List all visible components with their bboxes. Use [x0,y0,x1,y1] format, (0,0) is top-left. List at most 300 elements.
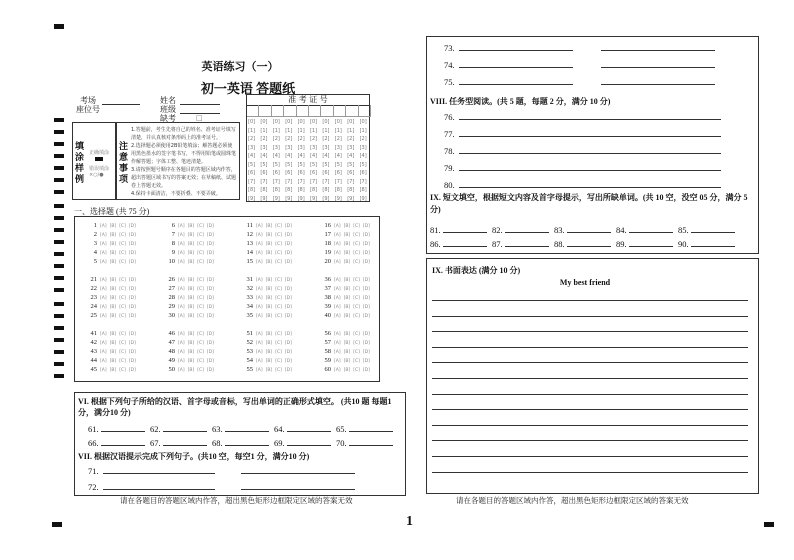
answer-bubble[interactable]: [D] [206,251,214,256]
answer-bubble[interactable]: [A] [256,368,263,373]
answer-bubble[interactable]: [B] [343,260,351,265]
answer-bubble[interactable]: [A] [178,332,185,337]
exam-id-bubble[interactable]: [6] [260,170,268,176]
answer-bubble[interactable]: [A] [334,305,341,310]
answer-bubble[interactable]: [B] [187,287,195,292]
answer-bubble[interactable]: [C] [353,305,360,310]
exam-id-write-cell[interactable] [346,105,358,117]
answer-bubble[interactable]: [A] [100,242,107,247]
answer-line-b[interactable] [241,465,355,474]
answer-bubble[interactable]: [B] [343,332,351,337]
answer-bubble[interactable]: [B] [343,359,351,364]
answer-bubble[interactable]: [D] [284,242,292,247]
answer-bubble[interactable]: [D] [284,314,292,319]
exam-id-bubble[interactable]: [3] [297,144,305,151]
answer-bubble[interactable]: [A] [256,296,263,301]
exam-id-bubble[interactable]: [1] [285,127,293,134]
answer-line[interactable] [349,437,393,446]
answer-bubble[interactable]: [C] [275,260,282,265]
answer-bubble[interactable]: [D] [362,332,370,337]
essay-writing-line[interactable] [432,394,748,395]
exam-id-bubble[interactable]: [0] [322,119,330,125]
answer-bubble[interactable]: [D] [128,287,136,292]
answer-bubble[interactable]: [A] [100,359,107,364]
answer-bubble[interactable]: [A] [178,233,185,238]
answer-line[interactable] [101,437,145,446]
answer-bubble[interactable]: [C] [197,314,204,319]
answer-line[interactable] [567,238,611,247]
exam-id-write-cell[interactable] [284,105,296,117]
answer-bubble[interactable]: [C] [197,242,204,247]
answer-bubble[interactable]: [D] [284,224,292,229]
answer-bubble[interactable]: [C] [275,251,282,256]
answer-bubble[interactable]: [D] [362,368,370,373]
answer-line-b[interactable] [601,42,715,51]
exam-id-bubble[interactable]: [0] [310,119,318,125]
exam-id-bubble[interactable]: [2] [322,136,330,142]
answer-bubble[interactable]: [A] [178,224,185,229]
exam-id-bubble[interactable]: [8] [310,187,318,193]
answer-bubble[interactable]: [A] [256,359,263,364]
exam-id-bubble[interactable]: [8] [272,187,280,193]
exam-id-bubble[interactable]: [3] [260,144,268,151]
exam-id-bubble[interactable]: [3] [248,144,256,151]
answer-bubble[interactable]: [A] [256,314,263,319]
answer-bubble[interactable]: [A] [256,260,263,265]
answer-bubble[interactable]: [C] [119,296,126,301]
answer-bubble[interactable]: [C] [197,332,204,337]
answer-bubble[interactable]: [B] [187,332,195,337]
answer-bubble[interactable]: [C] [119,287,126,292]
exam-id-bubble[interactable]: [4] [310,153,318,159]
exam-id-write-cell[interactable] [359,105,371,117]
exam-id-bubble[interactable]: [5] [285,161,293,168]
answer-line-b[interactable] [601,59,715,68]
exam-id-bubble[interactable]: [3] [347,144,355,151]
answer-bubble[interactable]: [C] [119,332,126,337]
answer-line[interactable] [225,437,269,446]
answer-bubble[interactable]: [B] [187,251,195,256]
exam-id-write-cell[interactable] [247,105,259,117]
answer-bubble[interactable]: [C] [119,260,126,265]
answer-bubble[interactable]: [D] [362,251,370,256]
answer-bubble[interactable]: [C] [275,332,282,337]
answer-bubble[interactable]: [D] [128,224,136,229]
essay-writing-line[interactable] [432,440,748,441]
answer-bubble[interactable]: [A] [334,368,341,373]
exam-id-bubble[interactable]: [1] [272,127,280,134]
exam-id-bubble[interactable]: [5] [359,161,367,168]
answer-bubble[interactable]: [B] [343,314,351,319]
exam-id-bubble[interactable]: [6] [334,170,342,176]
answer-line[interactable] [287,423,331,432]
answer-bubble[interactable]: [A] [100,368,107,373]
absent-checkbox[interactable]: □ [196,114,203,122]
answer-bubble[interactable]: [A] [100,341,107,346]
exam-id-bubble[interactable]: [7] [260,178,268,185]
exam-id-bubble[interactable]: [6] [310,170,318,176]
answer-line-a[interactable] [103,465,215,474]
essay-writing-line[interactable] [432,347,748,348]
exam-id-bubble[interactable]: [0] [297,119,305,125]
exam-id-bubble[interactable]: [7] [248,178,256,185]
answer-bubble[interactable]: [B] [343,287,351,292]
answer-bubble[interactable]: [D] [128,341,136,346]
answer-line-a[interactable] [459,59,573,68]
answer-bubble[interactable]: [C] [353,350,360,355]
exam-id-bubble[interactable]: [0] [334,119,342,125]
answer-bubble[interactable]: [A] [256,305,263,310]
answer-bubble[interactable]: [D] [362,233,370,238]
exam-id-bubble[interactable]: [9] [359,195,367,202]
answer-bubble[interactable]: [A] [334,350,341,355]
exam-id-bubble[interactable]: [4] [334,153,342,159]
answer-bubble[interactable]: [D] [128,251,136,256]
answer-bubble[interactable]: [A] [100,287,107,292]
answer-bubble[interactable]: [B] [187,314,195,319]
answer-bubble[interactable]: [D] [206,224,214,229]
exam-id-bubble[interactable]: [4] [260,153,268,159]
exam-id-bubble[interactable]: [1] [334,127,342,134]
exam-id-bubble[interactable]: [1] [310,127,318,134]
answer-bubble[interactable]: [C] [353,332,360,337]
answer-bubble[interactable]: [A] [100,233,107,238]
answer-bubble[interactable]: [B] [109,359,117,364]
answer-bubble[interactable]: [C] [275,278,282,283]
answer-bubble[interactable]: [D] [362,242,370,247]
answer-bubble[interactable]: [A] [334,332,341,337]
exam-id-bubble[interactable]: [0] [359,119,367,125]
answer-bubble[interactable]: [C] [197,251,204,256]
answer-bubble[interactable]: [D] [206,332,214,337]
answer-bubble[interactable]: [D] [362,350,370,355]
answer-bubble[interactable]: [A] [178,251,185,256]
answer-bubble[interactable]: [A] [100,350,107,355]
answer-bubble[interactable]: [A] [100,251,107,256]
exam-id-bubble[interactable]: [0] [347,119,355,125]
answer-bubble[interactable]: [C] [353,359,360,364]
answer-bubble[interactable]: [A] [256,350,263,355]
essay-writing-line[interactable] [432,472,748,473]
answer-bubble[interactable]: [C] [275,350,282,355]
exam-id-bubble[interactable]: [0] [272,119,280,125]
answer-bubble[interactable]: [B] [265,341,273,346]
answer-line-a[interactable] [103,481,215,490]
answer-bubble[interactable]: [A] [334,341,341,346]
exam-id-bubble[interactable]: [8] [260,187,268,193]
answer-bubble[interactable]: [D] [362,278,370,283]
answer-bubble[interactable]: [C] [275,341,282,346]
answer-line-b[interactable] [601,76,715,85]
exam-id-bubble[interactable]: [2] [334,136,342,142]
exam-id-bubble[interactable]: [8] [334,187,342,193]
exam-id-bubble[interactable]: [0] [248,119,256,125]
answer-bubble[interactable]: [C] [197,296,204,301]
exam-id-bubble[interactable]: [7] [322,178,330,185]
exam-id-bubble[interactable]: [9] [347,195,355,202]
answer-bubble[interactable]: [B] [265,224,273,229]
answer-line[interactable] [443,224,487,233]
answer-line[interactable] [101,423,145,432]
exam-id-bubble[interactable]: [2] [248,136,256,142]
answer-bubble[interactable]: [C] [119,359,126,364]
answer-bubble[interactable]: [B] [187,260,195,265]
answer-line[interactable] [459,111,721,120]
answer-bubble[interactable]: [D] [362,305,370,310]
answer-bubble[interactable]: [C] [353,368,360,373]
exam-id-bubble[interactable]: [4] [248,153,256,159]
answer-line[interactable] [691,238,735,247]
answer-bubble[interactable]: [A] [178,260,185,265]
exam-id-bubble[interactable]: [7] [272,178,280,185]
answer-bubble[interactable]: [B] [187,278,195,283]
answer-bubble[interactable]: [D] [284,296,292,301]
answer-bubble[interactable]: [B] [187,224,195,229]
exam-id-bubble[interactable]: [9] [272,195,280,202]
answer-bubble[interactable]: [C] [353,242,360,247]
answer-bubble[interactable]: [B] [265,242,273,247]
answer-line[interactable] [459,128,721,137]
answer-bubble[interactable]: [D] [128,260,136,265]
answer-bubble[interactable]: [A] [100,296,107,301]
exam-id-bubble[interactable]: [7] [310,178,318,185]
exam-id-bubble[interactable]: [6] [285,170,293,176]
answer-bubble[interactable]: [D] [206,368,214,373]
answer-bubble[interactable]: [B] [109,287,117,292]
answer-bubble[interactable]: [D] [284,287,292,292]
answer-bubble[interactable]: [D] [206,305,214,310]
answer-bubble[interactable]: [B] [343,296,351,301]
answer-bubble[interactable]: [A] [100,224,107,229]
exam-id-bubble[interactable]: [3] [322,144,330,151]
exam-id-bubble[interactable]: [1] [260,127,268,134]
exam-id-bubble[interactable]: [4] [359,153,367,159]
exam-id-bubble[interactable]: [3] [310,144,318,151]
answer-bubble[interactable]: [C] [197,224,204,229]
answer-bubble[interactable]: [B] [265,260,273,265]
exam-id-bubble[interactable]: [2] [359,136,367,142]
answer-bubble[interactable]: [A] [100,314,107,319]
answer-bubble[interactable]: [B] [109,332,117,337]
answer-bubble[interactable]: [C] [275,233,282,238]
exam-id-bubble[interactable]: [1] [297,127,305,134]
answer-line-a[interactable] [459,76,573,85]
exam-id-bubble[interactable]: [2] [297,136,305,142]
answer-bubble[interactable]: [C] [119,350,126,355]
answer-bubble[interactable]: [B] [343,233,351,238]
answer-bubble[interactable]: [C] [197,305,204,310]
essay-writing-line[interactable] [432,300,748,301]
answer-line[interactable] [459,179,721,188]
exam-id-bubble[interactable]: [8] [359,187,367,193]
answer-line[interactable] [629,238,673,247]
answer-bubble[interactable]: [A] [178,305,185,310]
exam-id-bubble[interactable]: [6] [347,170,355,176]
answer-bubble[interactable]: [A] [178,368,185,373]
exam-id-bubble[interactable]: [7] [285,178,293,185]
answer-line-a[interactable] [459,42,573,51]
answer-bubble[interactable]: [B] [265,233,273,238]
exam-id-bubble[interactable]: [0] [260,119,268,125]
answer-bubble[interactable]: [A] [334,224,341,229]
exam-id-bubble[interactable]: [7] [297,178,305,185]
answer-bubble[interactable]: [D] [362,260,370,265]
exam-id-write-cell[interactable] [272,105,284,117]
answer-bubble[interactable]: [A] [178,296,185,301]
answer-bubble[interactable]: [D] [206,287,214,292]
exam-id-bubble[interactable]: [9] [322,195,330,202]
answer-line[interactable] [505,224,549,233]
answer-line[interactable] [349,423,393,432]
answer-bubble[interactable]: [D] [128,278,136,283]
answer-bubble[interactable]: [C] [275,368,282,373]
exam-id-write-cell[interactable] [334,105,346,117]
exam-id-bubble[interactable]: [5] [272,161,280,168]
answer-bubble[interactable]: [B] [343,242,351,247]
answer-bubble[interactable]: [B] [187,341,195,346]
answer-bubble[interactable]: [D] [362,224,370,229]
exam-id-bubble[interactable]: [6] [359,170,367,176]
answer-bubble[interactable]: [B] [109,233,117,238]
answer-bubble[interactable]: [B] [109,368,117,373]
answer-bubble[interactable]: [C] [353,296,360,301]
answer-bubble[interactable]: [D] [128,242,136,247]
exam-id-bubble[interactable]: [7] [334,178,342,185]
exam-id-bubble[interactable]: [5] [260,161,268,168]
answer-bubble[interactable]: [D] [284,233,292,238]
answer-bubble[interactable]: [B] [343,305,351,310]
answer-bubble[interactable]: [B] [343,251,351,256]
answer-bubble[interactable]: [B] [265,359,273,364]
answer-bubble[interactable]: [A] [334,278,341,283]
answer-bubble[interactable]: [D] [284,341,292,346]
exam-id-bubble[interactable]: [3] [359,144,367,151]
answer-bubble[interactable]: [B] [187,296,195,301]
answer-bubble[interactable]: [B] [109,341,117,346]
answer-bubble[interactable]: [C] [119,233,126,238]
answer-bubble[interactable]: [A] [256,278,263,283]
answer-line[interactable] [163,437,207,446]
exam-id-bubble[interactable]: [3] [334,144,342,151]
exam-id-bubble[interactable]: [6] [248,170,256,176]
answer-bubble[interactable]: [D] [284,350,292,355]
exam-id-bubble[interactable]: [6] [322,170,330,176]
exam-id-bubble[interactable]: [5] [297,161,305,168]
answer-bubble[interactable]: [B] [187,242,195,247]
essay-writing-line[interactable] [432,378,748,379]
answer-bubble[interactable]: [D] [284,359,292,364]
answer-bubble[interactable]: [D] [284,305,292,310]
answer-bubble[interactable]: [A] [334,242,341,247]
exam-id-bubble[interactable]: [5] [322,161,330,168]
answer-bubble[interactable]: [D] [206,233,214,238]
exam-id-bubble[interactable]: [8] [322,187,330,193]
answer-bubble[interactable]: [C] [197,368,204,373]
answer-bubble[interactable]: [D] [206,359,214,364]
answer-bubble[interactable]: [C] [353,260,360,265]
exam-id-write-cell[interactable] [321,105,333,117]
exam-id-bubble[interactable]: [6] [272,170,280,176]
answer-bubble[interactable]: [A] [334,251,341,256]
answer-bubble[interactable]: [C] [197,278,204,283]
answer-bubble[interactable]: [B] [265,305,273,310]
answer-bubble[interactable]: [D] [206,314,214,319]
answer-line[interactable] [459,145,721,154]
answer-bubble[interactable]: [C] [197,359,204,364]
answer-bubble[interactable]: [A] [256,233,263,238]
answer-bubble[interactable]: [A] [334,287,341,292]
answer-bubble[interactable]: [C] [197,287,204,292]
answer-bubble[interactable]: [B] [265,287,273,292]
answer-line[interactable] [567,224,611,233]
exam-id-bubble[interactable]: [9] [310,195,318,202]
answer-bubble[interactable]: [A] [100,305,107,310]
answer-bubble[interactable]: [C] [197,233,204,238]
exam-id-bubble[interactable]: [8] [248,187,256,193]
exam-id-write-cell[interactable] [309,105,321,117]
answer-bubble[interactable]: [D] [284,278,292,283]
answer-line[interactable] [691,224,735,233]
answer-line[interactable] [287,437,331,446]
exam-id-bubble[interactable]: [8] [285,187,293,193]
answer-line[interactable] [163,423,207,432]
answer-bubble[interactable]: [B] [265,278,273,283]
exam-id-bubble[interactable]: [8] [347,187,355,193]
exam-id-bubble[interactable]: [1] [248,127,256,134]
answer-bubble[interactable]: [C] [353,314,360,319]
answer-bubble[interactable]: [C] [353,224,360,229]
exam-id-bubble[interactable]: [9] [297,195,305,202]
answer-bubble[interactable]: [A] [178,278,185,283]
answer-bubble[interactable]: [A] [256,242,263,247]
exam-id-bubble[interactable]: [4] [272,153,280,159]
answer-bubble[interactable]: [B] [109,278,117,283]
exam-id-bubble[interactable]: [5] [334,161,342,168]
answer-line[interactable] [225,423,269,432]
answer-bubble[interactable]: [B] [343,341,351,346]
answer-bubble[interactable]: [C] [119,341,126,346]
exam-id-bubble[interactable]: [2] [260,136,268,142]
answer-bubble[interactable]: [C] [119,278,126,283]
answer-bubble[interactable]: [C] [353,278,360,283]
answer-bubble[interactable]: [A] [334,233,341,238]
essay-writing-line[interactable] [432,316,748,317]
exam-id-bubble[interactable]: [2] [272,136,280,142]
answer-bubble[interactable]: [B] [265,332,273,337]
answer-bubble[interactable]: [C] [353,287,360,292]
answer-bubble[interactable]: [A] [256,341,263,346]
answer-bubble[interactable]: [C] [353,233,360,238]
answer-bubble[interactable]: [D] [128,368,136,373]
answer-bubble[interactable]: [B] [109,350,117,355]
exam-id-bubble[interactable]: [1] [322,127,330,134]
answer-line[interactable] [629,224,673,233]
answer-bubble[interactable]: [A] [178,242,185,247]
answer-bubble[interactable]: [C] [275,242,282,247]
answer-bubble[interactable]: [A] [178,350,185,355]
answer-line[interactable] [459,162,721,171]
exam-id-bubble[interactable]: [4] [322,153,330,159]
answer-bubble[interactable]: [C] [197,260,204,265]
essay-writing-line[interactable] [432,456,748,457]
answer-bubble[interactable]: [D] [128,332,136,337]
answer-bubble[interactable]: [A] [178,359,185,364]
answer-bubble[interactable]: [D] [128,350,136,355]
answer-bubble[interactable]: [B] [109,224,117,229]
essay-writing-line[interactable] [432,331,748,332]
answer-bubble[interactable]: [B] [187,359,195,364]
answer-bubble[interactable]: [B] [265,368,273,373]
